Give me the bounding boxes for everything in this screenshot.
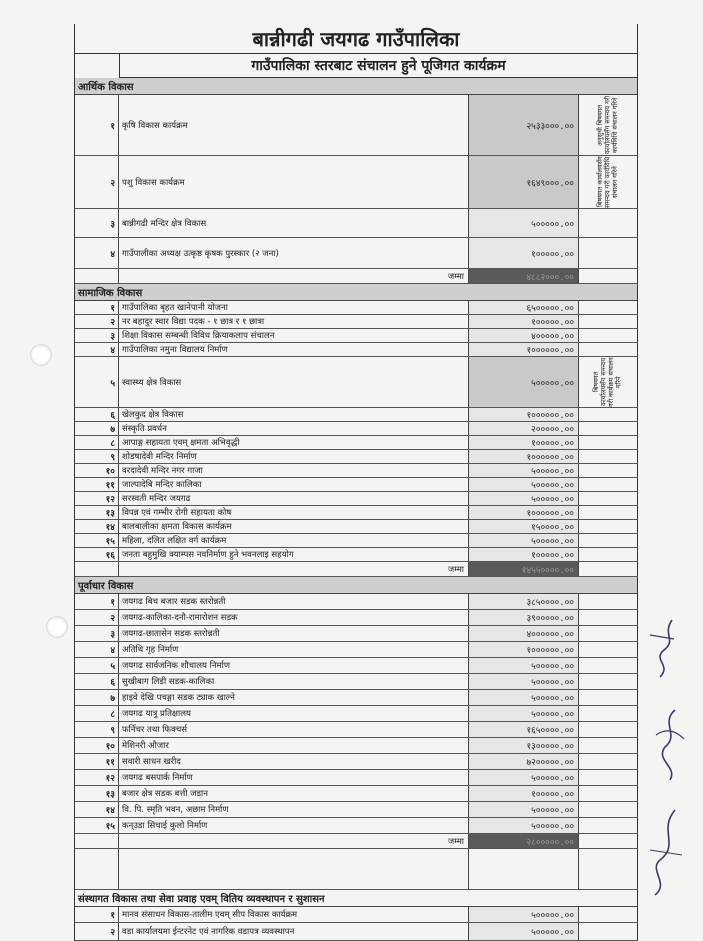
row-number: ११ bbox=[75, 754, 119, 769]
program-name: मेशिनरी औजार bbox=[119, 738, 469, 753]
row-number: ७ bbox=[75, 690, 119, 705]
table-row bbox=[75, 408, 638, 422]
total-row-infra bbox=[75, 834, 638, 849]
amount: १५००००.०० bbox=[469, 520, 579, 533]
table-row bbox=[75, 594, 638, 610]
row-number: ८ bbox=[75, 706, 119, 721]
table-row bbox=[75, 770, 638, 786]
program-name: बान्नीगढी मन्दिर क्षेत्र विकास bbox=[119, 209, 469, 237]
remarks-cell bbox=[579, 770, 638, 785]
remarks-cell bbox=[579, 436, 638, 449]
row-number: १ bbox=[75, 907, 119, 922]
row-number: २ bbox=[75, 315, 119, 328]
row-number: १६ bbox=[75, 548, 119, 561]
amount: २५३३०००.०० bbox=[469, 95, 579, 155]
amount: ५०००००.०० bbox=[469, 818, 579, 833]
row-number: २ bbox=[75, 923, 119, 940]
table-row bbox=[75, 923, 638, 941]
amount: १०००००.०० bbox=[469, 315, 579, 328]
remarks-cell bbox=[579, 610, 638, 625]
row-number: ९ bbox=[75, 450, 119, 463]
remarks-cell bbox=[579, 548, 638, 561]
total-row-economic bbox=[75, 269, 638, 284]
row-number: ४ bbox=[75, 343, 119, 356]
total-label: जम्मा bbox=[119, 834, 469, 848]
program-name: नर बहादुर स्वार विद्या पदक - १ छात्र र १ छात्रा bbox=[119, 315, 469, 328]
program-name: जयगढ-छातासेन सडक स्तरोन्नती bbox=[119, 626, 469, 641]
table-row bbox=[75, 238, 638, 269]
table-row bbox=[75, 506, 638, 520]
remarks-cell bbox=[579, 343, 638, 356]
amount: ३९०००००.०० bbox=[469, 610, 579, 625]
row-number: ९ bbox=[75, 722, 119, 737]
remarks-cell bbox=[579, 786, 638, 801]
row-number: १३ bbox=[75, 506, 119, 519]
remarks-cell bbox=[579, 478, 638, 491]
amount: ७२०००००.०० bbox=[469, 754, 579, 769]
amount: ५०००००.०० bbox=[469, 706, 579, 721]
table-row bbox=[75, 329, 638, 343]
program-name: मानव संसाधन विकास-तालीम एवम् सीप विकास कार्यक्रम bbox=[119, 907, 469, 922]
amount: ६५०००००.०० bbox=[469, 301, 579, 314]
row-number: १ bbox=[75, 301, 119, 314]
row-number: ५ bbox=[75, 658, 119, 673]
spacer-row bbox=[75, 849, 638, 890]
table-row bbox=[75, 450, 638, 464]
amount: ५०००००.०० bbox=[469, 209, 579, 237]
program-name: विपन्न एवं गम्भीर रोगी सहायता कोष bbox=[119, 506, 469, 519]
handwritten-signature-3 bbox=[640, 805, 690, 900]
table-row bbox=[75, 209, 638, 238]
row-number: २ bbox=[75, 156, 119, 208]
total-amount: २८०००००.०० bbox=[469, 834, 579, 848]
table-row bbox=[75, 818, 638, 834]
total-label: जम्मा bbox=[119, 269, 469, 283]
infra-rows bbox=[75, 594, 638, 834]
table-row bbox=[75, 548, 638, 562]
remarks-cell bbox=[579, 738, 638, 753]
economic-rows bbox=[75, 95, 638, 269]
social-rows bbox=[75, 301, 638, 562]
row-number: १४ bbox=[75, 802, 119, 817]
row-number: १४ bbox=[75, 520, 119, 533]
program-name: गाउँपालीका अध्यक्ष उत्कृष्ठ कृषक पुरस्कार (२ जना) bbox=[119, 238, 469, 268]
program-name: पशु विकास कार्यक्रम bbox=[119, 156, 469, 208]
amount: ५०००००.०० bbox=[469, 658, 579, 673]
row-number: १० bbox=[75, 464, 119, 477]
table-row bbox=[75, 642, 638, 658]
amount: ५०००००.०० bbox=[469, 492, 579, 505]
amount: १००००००.०० bbox=[469, 408, 579, 421]
table-row bbox=[75, 464, 638, 478]
program-name: फर्निचर तथा फिक्चर्स bbox=[119, 722, 469, 737]
remarks-cell bbox=[579, 907, 638, 922]
amount: ५०००००.०० bbox=[469, 690, 579, 705]
amount: १०००००.०० bbox=[469, 548, 579, 561]
table-row bbox=[75, 754, 638, 770]
remarks-cell bbox=[579, 658, 638, 673]
remarks-cell bbox=[579, 722, 638, 737]
program-name: कृषि विकास कार्यक्रम bbox=[119, 95, 469, 155]
remarks-cell bbox=[579, 315, 638, 328]
table-row bbox=[75, 626, 638, 642]
amount: ५०००००.०० bbox=[469, 907, 579, 922]
remarks-cell bbox=[579, 674, 638, 689]
program-name: सवारी साधन खरीद bbox=[119, 754, 469, 769]
handwritten-signature-1 bbox=[642, 615, 682, 685]
remarks-cell bbox=[579, 357, 638, 407]
remarks-cell bbox=[579, 408, 638, 421]
table-row bbox=[75, 907, 638, 923]
section-header-institutional: संस्थागत विकास तथा सेवा प्रवाह एवम् वितिय व्यवस्थापन र सुशासन bbox=[75, 890, 638, 907]
row-number: ११ bbox=[75, 478, 119, 491]
program-name: जयगढ बसपार्क निर्माण bbox=[119, 770, 469, 785]
remarks-cell bbox=[579, 156, 638, 208]
row-number: २ bbox=[75, 610, 119, 625]
remarks-cell bbox=[579, 450, 638, 463]
table-row bbox=[75, 422, 638, 436]
row-number: १० bbox=[75, 738, 119, 753]
remark-text: अनुसुची बिषयगत कार्यालयसँग समन्वय गरी कार्यविधि संचालन गरिने bbox=[595, 95, 619, 155]
remarks-cell bbox=[579, 802, 638, 817]
amount: ३८५००००.०० bbox=[469, 594, 579, 609]
remarks-cell bbox=[579, 626, 638, 641]
row-number: १२ bbox=[75, 492, 119, 505]
program-name: जनता बहुमुखि क्याम्पस नवनिर्माण हुने भवनलाइ सहयोग bbox=[119, 548, 469, 561]
amount: १०००००.०० bbox=[469, 436, 579, 449]
program-name: अतिथि गृह निर्माण bbox=[119, 642, 469, 657]
row-number: १५ bbox=[75, 818, 119, 833]
page-subtitle: गाउँपालिका स्तरबाट संचालन हुने पूजिगत कार्यक्रम bbox=[119, 54, 638, 78]
amount: १०००००.०० bbox=[469, 238, 579, 268]
handwritten-signature-2 bbox=[650, 705, 690, 785]
amount: ५०००००.०० bbox=[469, 357, 579, 407]
program-name: शिक्षा विकास सम्बन्धी विविध क्रियाकलाप संचालन bbox=[119, 329, 469, 342]
amount: १०००००.०० bbox=[469, 786, 579, 801]
program-name: वडा कार्यालयमा ईन्टरनेट एवं नागरिक वडापत्र व्यवस्थापन bbox=[119, 923, 469, 940]
table-row bbox=[75, 738, 638, 754]
remark-text: बिषयगत कार्यालयसँग समन्वय गरी कार्यविधि संचालन गरिने bbox=[595, 156, 619, 208]
row-number: १२ bbox=[75, 770, 119, 785]
amount: ४००००००.०० bbox=[469, 626, 579, 641]
program-name: सुखीबाग लिडी सडक-कालिका bbox=[119, 674, 469, 689]
remarks-cell bbox=[579, 301, 638, 314]
table-row bbox=[75, 690, 638, 706]
amount: १३०००००.०० bbox=[469, 738, 579, 753]
table-row bbox=[75, 301, 638, 315]
remarks-cell bbox=[579, 492, 638, 505]
program-name: सरस्वती मन्दिर जयगढ bbox=[119, 492, 469, 505]
table-row bbox=[75, 343, 638, 357]
row-number: १ bbox=[75, 594, 119, 609]
total-amount: १४५५००००.०० bbox=[469, 562, 579, 576]
remarks-cell bbox=[579, 754, 638, 769]
section-header-economic: आर्थिक विकास bbox=[75, 78, 638, 95]
program-name: गाउँपालिका बृहत खानेपानी योजना bbox=[119, 301, 469, 314]
table-row bbox=[75, 315, 638, 329]
program-name: वि. पि. स्मृति भवन, अछाम निर्माण bbox=[119, 802, 469, 817]
program-name: बालबालीका क्षमता विकास कार्यक्रम bbox=[119, 520, 469, 533]
amount: १६४९०००.०० bbox=[469, 156, 579, 208]
table-row bbox=[75, 492, 638, 506]
table-row bbox=[75, 520, 638, 534]
program-name: जयगढ बिच बजार सडक स्तरोन्नती bbox=[119, 594, 469, 609]
total-row-social bbox=[75, 562, 638, 577]
page-title: बान्नीगढी जयगढ गाउँपालिका bbox=[75, 24, 638, 54]
amount: ५०००००.०० bbox=[469, 478, 579, 491]
row-number: ३ bbox=[75, 626, 119, 641]
program-name: शोडषादेवी मन्दिर निर्माण bbox=[119, 450, 469, 463]
amount: ५०००००.०० bbox=[469, 770, 579, 785]
total-label: जम्मा bbox=[119, 562, 469, 576]
remarks-cell bbox=[579, 464, 638, 477]
row-number: ६ bbox=[75, 408, 119, 421]
table-row bbox=[75, 658, 638, 674]
program-name: जाल्पादेबि मन्दिर कालिका bbox=[119, 478, 469, 491]
program-name: गाउँपालिका नमुना विद्यालय निर्माण bbox=[119, 343, 469, 356]
table-row bbox=[75, 156, 638, 209]
row-number: ३ bbox=[75, 209, 119, 237]
amount: १६५००००.०० bbox=[469, 722, 579, 737]
row-number: ८ bbox=[75, 436, 119, 449]
section-header-infra: पूर्वाधार विकास bbox=[75, 577, 638, 594]
table-row bbox=[75, 786, 638, 802]
remarks-cell bbox=[579, 534, 638, 547]
program-name: जयगढ सार्वजनिक शौचालय निर्माण bbox=[119, 658, 469, 673]
table-row bbox=[75, 478, 638, 492]
remarks-cell bbox=[579, 422, 638, 435]
row-number: १३ bbox=[75, 786, 119, 801]
row-number: ५ bbox=[75, 357, 119, 407]
program-name: जयगढ यात्रु प्रतिक्षालय bbox=[119, 706, 469, 721]
punch-hole-bottom bbox=[46, 616, 68, 638]
table-row bbox=[75, 357, 638, 408]
table-row bbox=[75, 722, 638, 738]
amount: ५०००००.०० bbox=[469, 674, 579, 689]
table-row bbox=[75, 610, 638, 626]
remarks-cell bbox=[579, 329, 638, 342]
remarks-cell bbox=[579, 520, 638, 533]
remarks-cell bbox=[579, 690, 638, 705]
program-name: वरदादेवी मन्दिर नगर गाजा bbox=[119, 464, 469, 477]
program-name: हाइवे देखि पचङ्गा सडक ट्याक खाल्ने bbox=[119, 690, 469, 705]
row-number: ६ bbox=[75, 674, 119, 689]
program-name: आपाङ्ग सहायता एवम् क्षमता अभिवृद्धी bbox=[119, 436, 469, 449]
remarks-cell bbox=[579, 706, 638, 721]
table-row bbox=[75, 534, 638, 548]
section-header-social: सामाजिक विकास bbox=[75, 284, 638, 301]
table-row bbox=[75, 436, 638, 450]
amount: ५०००००.०० bbox=[469, 464, 579, 477]
amount: ५०००००.०० bbox=[469, 802, 579, 817]
program-name: संस्कृति प्रवर्धन bbox=[119, 422, 469, 435]
amount: ५०००००.०० bbox=[469, 923, 579, 940]
amount: १००००००.०० bbox=[469, 343, 579, 356]
program-name: कन्उडा सिचाई कुलो निर्माण bbox=[119, 818, 469, 833]
remarks-cell bbox=[579, 594, 638, 609]
remarks-cell bbox=[579, 238, 638, 268]
remarks-cell bbox=[579, 818, 638, 833]
remarks-cell bbox=[579, 506, 638, 519]
row-number: ४ bbox=[75, 238, 119, 268]
remarks-cell bbox=[579, 642, 638, 657]
remarks-cell bbox=[579, 95, 638, 155]
total-amount: ४८८२०००.०० bbox=[469, 269, 579, 283]
amount: २०००००.०० bbox=[469, 422, 579, 435]
row-number: १५ bbox=[75, 534, 119, 547]
program-name: बजार क्षेत्र सडक बत्ती जडान bbox=[119, 786, 469, 801]
amount: १००००००.०० bbox=[469, 506, 579, 519]
institutional-rows bbox=[75, 907, 638, 941]
row-number: ३ bbox=[75, 329, 119, 342]
program-name: स्वास्थ्य क्षेत्र विकास bbox=[119, 357, 469, 407]
remark-text: बिषयगत कार्यालयसँग समन्वय गरी कार्यक्रम संचालन गरिने bbox=[592, 357, 623, 407]
row-number: १ bbox=[75, 95, 119, 155]
remarks-cell bbox=[579, 209, 638, 237]
program-name: खेलकुद क्षेत्र विकास bbox=[119, 408, 469, 421]
table-row bbox=[75, 802, 638, 818]
table-row bbox=[75, 674, 638, 690]
amount: ४०००००.०० bbox=[469, 329, 579, 342]
budget-table bbox=[74, 24, 638, 941]
amount: ५०००००.०० bbox=[469, 534, 579, 547]
table-row bbox=[75, 95, 638, 156]
row-number: ४ bbox=[75, 642, 119, 657]
punch-hole-top bbox=[30, 344, 52, 366]
amount: १००००००.०० bbox=[469, 642, 579, 657]
row-number: ७ bbox=[75, 422, 119, 435]
remarks-cell bbox=[579, 923, 638, 940]
table-row bbox=[75, 706, 638, 722]
program-name: महिला, दलित लक्षित वर्ग कार्यक्रम bbox=[119, 534, 469, 547]
program-name: जयगढ-कालिका-दनौ-रामारोशन सडक bbox=[119, 610, 469, 625]
amount: १००००००.०० bbox=[469, 450, 579, 463]
